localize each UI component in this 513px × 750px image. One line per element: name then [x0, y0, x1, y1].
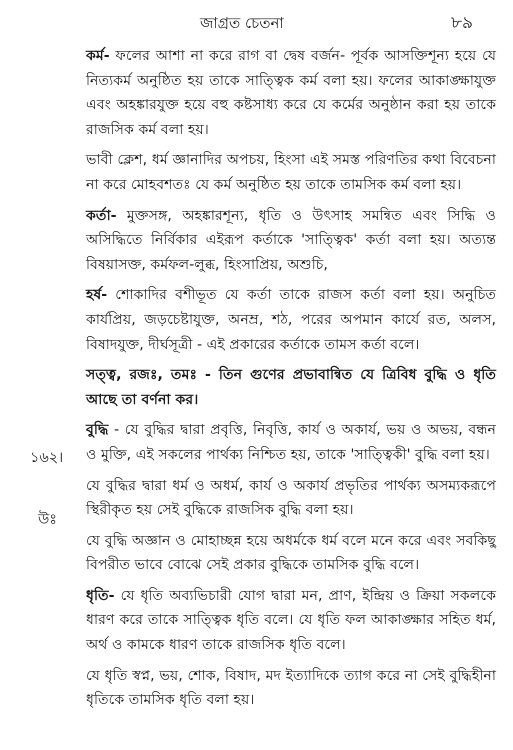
paragraph-harsha: [86, 283, 496, 357]
question-text: সত্ত্ব, রজঃ, তমঃ - তিন গুণের প্রভাবান্বিত যে ত্রিবিধ বুদ্ধি ও ধৃতি আছে তা বর্ণনা কর।: [86, 367, 496, 408]
paragraph-text: যে ধৃতি স্বপ্ন, ভয়, শোক, বিষাদ, মদ ইত্যাদিকে ত্যাগ করে না সেই বুদ্ধিহীনা ধৃতিকে তামসিক ধৃতি বলা হয়।: [86, 667, 496, 709]
term-label: কর্ম-: [86, 48, 110, 64]
term-label: বুদ্ধি: [86, 422, 109, 439]
running-title: জাগ্রত চেতনা: [200, 14, 284, 32]
paragraph-text: - যে বুদ্ধির দ্বারা প্রবৃত্তি, নিবৃত্তি, কার্য ও অকার্য, ভয় ও অভয়, বন্ধন ও মুক্তি, এই সকলের পার্থক্য নিশ্চিত হয়, তাকে 'সাত্ত্বিকী' বুদ্ধি বলা হয়।: [86, 422, 496, 463]
page-number: ৮৯: [450, 13, 473, 33]
answer-label: উঃ: [38, 512, 57, 528]
paragraph-text: যে ধৃতি অব্যভিচারী যোগ দ্বারা মন, প্রাণ, ইন্দ্রিয় ও ক্রিয়া সকলকে ধারণ করে তাকে সাত্ত্বিক ধৃতি বলে। যে ধৃতি ফল আকাঙ্ক্ষার সহিত ধর্ম, অর্থ ও কামকে ধারণ তাকে রাজসিক ধৃতি বলে।: [86, 587, 496, 654]
paragraph-text: ফলের আশা না করে রাগ বা দ্বেষ বর্জন- পূর্বক আসক্তিশূন্য হয়ে যে নিত্যকর্ম অনুষ্ঠিত হয় তাকে সাত্ত্বিক কর্ম বলা হয়। ফলের আকাঙ্ক্ষাযুক্ত এবং অহঙ্কারযুক্ত হয়ে বহু কষ্টসাধ্য করে যে কর্মের অনুষ্ঠান করা হয় তাকে রাজসিক কর্ম বলা হয়।: [86, 48, 496, 138]
paragraph-text: শোকাদির বশীভূত যে কর্তা তাকে রাজস কর্তা বলা হয়। অনুচিত কার্যপ্রিয়, জড়চেষ্টাযুক্ত, অনম্র, শঠ, পরের অপমান কার্যে রত, অলস, বিষাদযুক্ত, দীর্ঘসূত্রী - এই প্রকারের কর্তাকে তামস কর্তা বলে।: [86, 287, 496, 353]
term-label: ধৃতি-: [86, 587, 115, 604]
question-number: ১৬২।: [30, 450, 64, 466]
paragraph-tamasik-karma: [86, 148, 496, 197]
term-label: হর্ষ-: [86, 287, 108, 304]
answer-buddhi-rajasik: [86, 474, 496, 523]
paragraph-text: যে বুদ্ধির দ্বারা ধর্ম ও অধর্ম, কার্য ও অকার্য প্রভৃতির পার্থক্য অসম্যকরূপে স্থিরীকৃত হয় সেই বুদ্ধিকে রাজসিক বুদ্ধি বলা হয়।: [86, 477, 496, 519]
page-header: [0, 10, 513, 36]
answer-buddhi-tamasik: [86, 529, 496, 578]
paragraph-text: ভাবী ক্লেশ, ধর্ম জ্ঞানাদির অপচয়, হিংসা এই সমস্ত পরিণতির কথা বিবেচনা না করে মোহবশতঃ যে কর্ম অনুষ্ঠিত হয় তাকে তামসিক কর্ম বলা হয়।: [86, 152, 496, 193]
answer-dhriti-tamasik: [86, 664, 496, 713]
answer-buddhi-sattvik: [86, 418, 496, 467]
term-label: কর্তা-: [86, 207, 117, 224]
paragraph-text: যে বুদ্ধি অজ্ঞান ও মোহাচ্ছন্ন হয়ে অধর্মকে ধর্ম বলে মনে করে এবং সবকিছু বিপরীত ভাবে বোঝে সেই প্রকার বুদ্ধিকে তামসিক বুদ্ধি বলে।: [86, 532, 496, 574]
answer-dhriti: [86, 584, 496, 658]
page-body: [86, 44, 496, 719]
paragraph-karma: [86, 44, 496, 142]
paragraph-karta: [86, 204, 496, 278]
paragraph-text: মুক্তসঙ্গ, অহঙ্কারশূন্য, ধৃতি ও উৎসাহ সমন্বিত এবং সিদ্ধি ও অসিদ্ধিতে নির্বিকার এইরূপ কর্তাকে 'সাত্ত্বিক' কর্তা বলা হয়। অত্যন্ত বিষয়াসক্ত, কর্মফল-লুব্ধ, হিংসাপ্রিয়, অশুচি,: [86, 207, 496, 273]
